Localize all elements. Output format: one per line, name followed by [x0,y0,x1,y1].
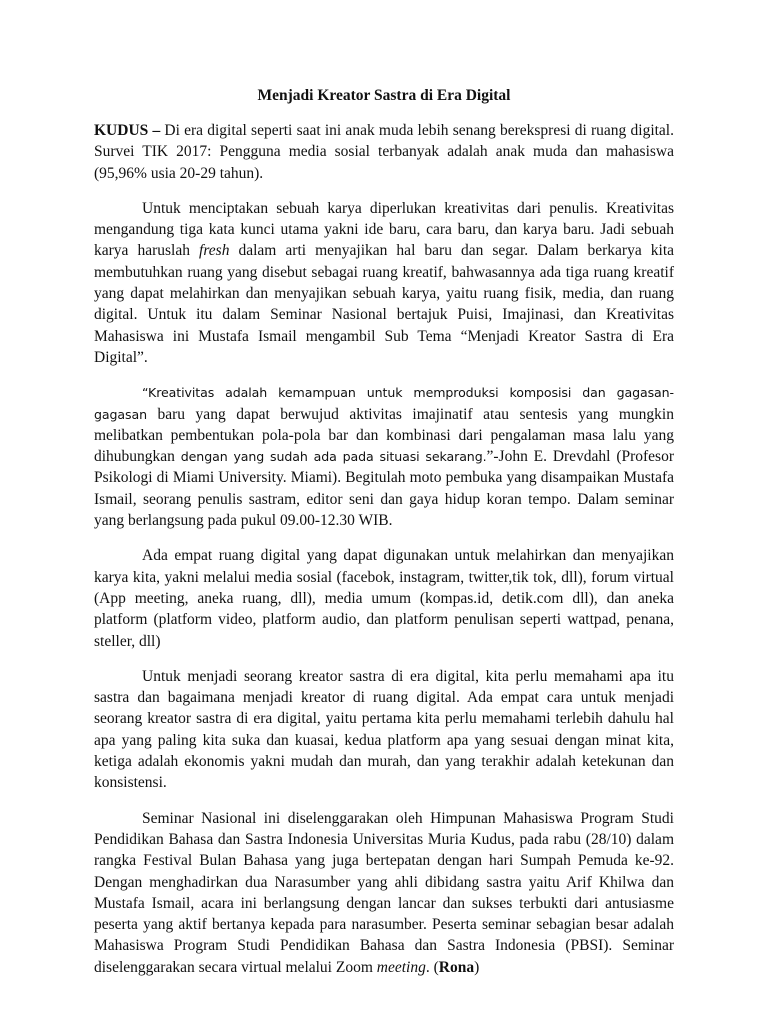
quote-rest: ”-John E. Drevdahl (Profesor Psikologi di Miami University. Miami). Begitulah moto pembuka yang disampaikan Mustafa Ismail, seorang penulis sastram, editor seni dan gaya hidup koran tempo. Dalam seminar yang berlangsung pada pukul 09.00-12.30 WIB. [94,448,674,530]
paragraph-seminar [94,808,674,978]
quote-lead: “Kreativitas adalah kemampuan untuk memproduksi komposisi dan gagasan-gagasan [94,385,674,422]
p2-text-b: dalam arti menyajikan hal baru dan segar. Dalam berkarya kita membutuhkan ruang yang disebut sebagai ruang kreatif, bahwasannya ada tiga ruang kreatif yang dapat melahirkan dan menyajikan sebuah karya, yaitu ruang fisik, media, dan ruang digital. Untuk itu dalam Seminar Nasional bertajuk Puisi, Imajinasi, dan Kreativitas Mahasiswa ini Mustafa Ismail mengambil Sub Tema “Menjadi Kreator Sastra di Era Digital”. [94,242,675,366]
paragraph-how-to: Untuk menjadi seorang kreator sastra di era digital, kita perlu memahami apa itu sastra dan bagaimana menjadi kreator di ruang digital. Ada empat cara untuk menjadi seorang kreator sastra di era digital, yaitu pertama kita perlu memahami terlebih dahulu hal apa yang paling kita suka dan kuasai, kedua platform apa yang sesuai dengan minat kita, ketiga adalah ekonomis yakni mudah dan murah, dan yang terakhir adalah ketekunan dan konsistensi. [94,667,674,792]
paragraph-creativity [94,198,674,368]
meeting-word: meeting [376,958,426,976]
author-name: Rona [438,958,475,976]
paragraph-digital-spaces: Ada empat ruang digital yang dapat digunakan untuk melahirkan dan menyajikan karya kita, yakni melalui media sosial (facebok, instagram, twitter,tik tok, dll), forum virtual (App meeting, aneka ruang, dll), media umum (kompas.id, detik.com dll), dan aneka platform (platform video, platform audio, dan platform penulisan seperti wattpad, penana, steller, dll) [94,547,674,650]
paragraph-intro [94,120,674,184]
quote-sans: dengan yang sudah ada pada situasi sekarang. [180,449,487,465]
paragraph-quote [94,382,674,531]
intro-text: Di era digital seperti saat ini anak muda lebih senang berekspresi di ruang digital. Survei TIK 2017: Pengguna media sosial terbanyak adalah anak muda dan mahasiswa (95,96% usia 20-29 tahun). [94,122,674,182]
quote-mid: baru yang dapat berwujud aktivitas imajinatif atau sentesis yang mungkin melibatkan pembentukan pola-pola bar dan kombinasi dari pengalaman masa lalu yang dihubungkan [94,405,674,466]
fresh-word: fresh [199,242,230,260]
dateline: KUDUS – [94,122,161,139]
p6-text-a: Seminar Nasional ini diselenggarakan oleh Himpunan Mahasiswa Program Studi Pendidikan Bahasa dan Sastra Indonesia Universitas Muria Kudus, pada rabu (28/10) dalam rangka Festival Bulan Bahasa yang juga bertepatan dengan hari Sumpah Pemuda ke-92. Dengan menghadirkan dua Narasumber yang ahli dibidang sastra yaitu Arif Khilwa dan Mustafa Ismail, acara ini berlangsung dengan lancar dan sukses terbukti dari antusiasme peserta yang aktif bertanya kepada para narasumber. Peserta seminar sebagian besar adalah Mahasiswa Program Studi Pendidikan Bahasa dan Sastra Indonesia (PBSI). Seminar diselenggarakan secara virtual melalui Zoom [94,809,674,976]
p6-text-b: . ( [425,958,439,976]
p6-text-c: ) [474,958,480,976]
article-title: Menjadi Kreator Sastra di Era Digital [257,87,511,104]
p2-text-a: Untuk menciptakan sebuah karya diperlukan kreativitas dari penulis. Kreativitas mengandung tiga kata kunci utama yakni ide baru, cara baru, dan karya baru. Jadi sebuah karya haruslah [94,199,674,260]
